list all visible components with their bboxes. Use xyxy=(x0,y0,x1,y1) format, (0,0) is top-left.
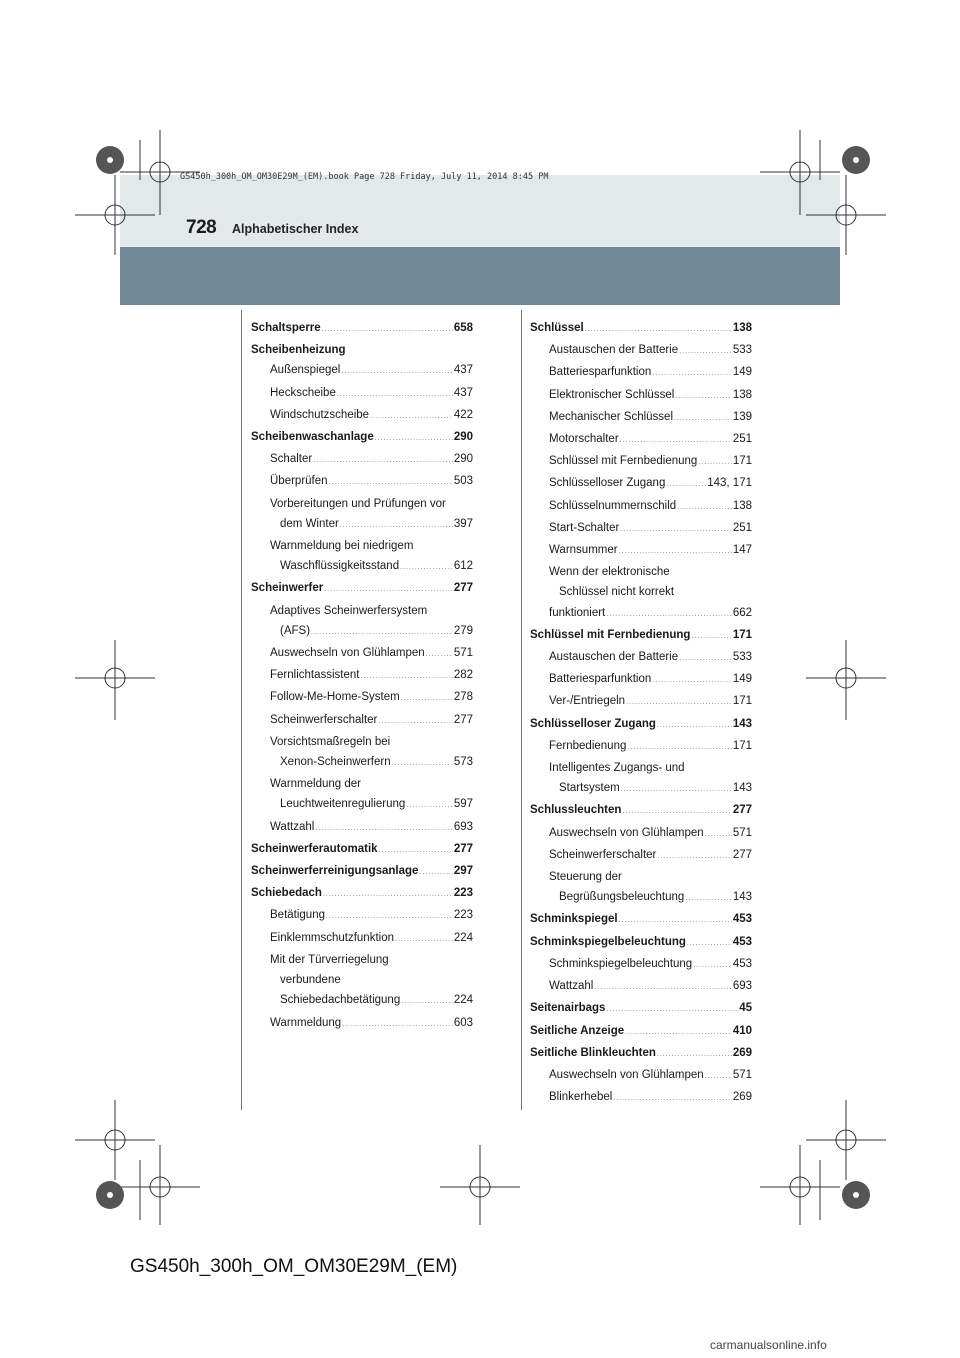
section-title: Alphabetischer Index xyxy=(232,222,359,236)
leader-dots xyxy=(379,841,453,861)
leader-dots xyxy=(698,453,732,473)
index-entry-term: Blinkerhebel xyxy=(549,1091,613,1104)
index-entry-term: Scheibenwaschanlage xyxy=(251,431,374,444)
index-entry-page: 223 xyxy=(453,909,473,922)
index-entry-term: Schiebedachbetätigung xyxy=(280,994,401,1007)
index-entry xyxy=(251,732,473,752)
index-entry-page: 45 xyxy=(739,1002,752,1015)
index-entry-page: 278 xyxy=(453,691,473,704)
index-entry-page: 139 xyxy=(732,410,752,423)
index-entry xyxy=(251,621,473,643)
index-entry-term: Leuchtweitenregulierung xyxy=(280,798,406,811)
index-entry-term: Batteriesparfunktion xyxy=(549,673,652,686)
index-entry-term: Scheinwerferschalter xyxy=(270,713,378,726)
index-entry-page: 571 xyxy=(453,647,473,660)
index-entry-term: Vorbereitungen und Prüfungen vor xyxy=(270,497,446,510)
index-entry-page: 143 xyxy=(732,782,752,795)
index-entry-page: 171 xyxy=(732,455,752,468)
index-entry-page: 612 xyxy=(453,560,473,573)
index-entry-term: Schlüssel mit Fernbedienung xyxy=(530,628,691,641)
index-entry xyxy=(530,887,752,909)
index-entry-page: 571 xyxy=(732,826,752,839)
index-entry-page: 149 xyxy=(732,366,752,379)
index-entry xyxy=(251,471,473,493)
index-entry xyxy=(530,954,752,976)
leader-dots xyxy=(313,451,453,471)
index-entry xyxy=(251,494,473,514)
index-entry-term: Schminkspiegel xyxy=(530,913,618,926)
leader-dots xyxy=(375,429,453,449)
leader-dots xyxy=(622,802,731,822)
index-entry-page: 223 xyxy=(453,887,473,900)
index-entry xyxy=(251,990,473,1012)
leader-dots xyxy=(419,863,452,883)
index-entry-page: 138 xyxy=(732,388,752,401)
index-entry-term: Warnmeldung xyxy=(270,1016,342,1029)
index-entry xyxy=(530,867,752,887)
index-entry-page: 290 xyxy=(453,431,473,444)
index-entry xyxy=(251,427,473,449)
index-entry-page: 297 xyxy=(453,865,473,878)
index-entry xyxy=(530,603,752,625)
index-entry xyxy=(530,429,752,451)
index-entry xyxy=(530,582,752,602)
index-entry-page: 143, 171 xyxy=(707,477,752,490)
leader-dots xyxy=(322,320,453,340)
leader-dots xyxy=(685,889,731,909)
index-entry xyxy=(530,562,752,582)
index-entry-term: Wattzahl xyxy=(270,820,315,833)
index-entry xyxy=(530,691,752,713)
index-entry-page: 453 xyxy=(732,913,752,926)
index-entry-term: Warnmeldung der xyxy=(270,778,361,791)
index-entry xyxy=(251,643,473,665)
index-entry xyxy=(530,909,752,931)
leader-dots xyxy=(652,671,732,691)
index-entry-page: 503 xyxy=(453,475,473,488)
index-entry-term: Scheinwerfer xyxy=(251,582,324,595)
index-entry-page: 533 xyxy=(732,344,752,357)
index-entry-page: 224 xyxy=(453,994,473,1007)
index-entry-term: Begrüßungsbeleuchtung xyxy=(559,891,685,904)
leader-dots xyxy=(360,667,452,687)
index-entry-page: 149 xyxy=(732,673,752,686)
index-entry xyxy=(530,385,752,407)
index-entry xyxy=(530,778,752,800)
leader-dots xyxy=(311,623,453,643)
leader-dots xyxy=(691,627,731,647)
index-entry xyxy=(251,883,473,905)
index-entry-term: Scheinwerferreinigungsanlage xyxy=(251,865,419,878)
index-entry-term: Batteriesparfunktion xyxy=(549,366,652,379)
index-entry-page: 410 xyxy=(732,1024,752,1037)
index-entry-page: 693 xyxy=(732,980,752,993)
index-entry-term: Motorschalter xyxy=(549,433,619,446)
index-entry-term: funktioniert xyxy=(549,606,606,619)
index-entry xyxy=(530,518,752,540)
leader-dots xyxy=(315,819,453,839)
index-entry xyxy=(251,928,473,950)
index-entry-page: 277 xyxy=(453,842,473,855)
leader-dots xyxy=(401,689,453,709)
leader-dots xyxy=(400,558,453,578)
leader-dots xyxy=(674,409,732,429)
index-entry xyxy=(251,905,473,927)
index-entry-page: 171 xyxy=(732,695,752,708)
index-entry-term: (AFS) xyxy=(280,624,311,637)
index-entry-term: Startsystem xyxy=(559,782,620,795)
index-entry-term: Vorsichtsmaßregeln bei xyxy=(270,735,391,748)
index-entry-page: 453 xyxy=(732,935,752,948)
index-entry-term: Seitenairbags xyxy=(530,1002,606,1015)
index-entry xyxy=(530,340,752,362)
index-entry-term: Einklemmschutzfunktion xyxy=(270,931,394,944)
index-entry-page: 277 xyxy=(732,848,752,861)
index-entry xyxy=(251,710,473,732)
index-entry-term: dem Winter xyxy=(280,517,339,530)
document-code: GS450h_300h_OM_OM30E29M_(EM) xyxy=(130,1256,458,1277)
index-entry-term: Schminkspiegelbeleuchtung xyxy=(530,935,686,948)
index-entry-page: 437 xyxy=(453,364,473,377)
index-entry-term: Schlüsselloser Zugang xyxy=(530,717,656,730)
index-entry-term: Schlüsselloser Zugang xyxy=(549,477,666,490)
index-entry-term: Betätigung xyxy=(270,909,325,922)
index-entry-term: Heckscheibe xyxy=(270,386,336,399)
index-entry-page: 277 xyxy=(453,582,473,595)
index-entry-page: 573 xyxy=(453,756,473,769)
index-entry xyxy=(530,932,752,954)
leader-dots xyxy=(675,387,732,407)
index-entry-page: 269 xyxy=(732,1091,752,1104)
index-entry xyxy=(251,861,473,883)
index-entry-term: Mit der Türverriegelung xyxy=(270,953,389,966)
leader-dots xyxy=(329,473,453,493)
index-entry-term: Schlüsselnummernschild xyxy=(549,499,677,512)
index-entry xyxy=(251,449,473,471)
index-entry-page: 662 xyxy=(732,606,752,619)
index-entry xyxy=(251,950,473,970)
index-entry-page: 290 xyxy=(453,453,473,466)
index-entry xyxy=(251,774,473,794)
index-entry-term: Waschflüssigkeitsstand xyxy=(280,560,400,573)
index-entry xyxy=(251,556,473,578)
index-entry-page: 282 xyxy=(453,669,473,682)
index-entry-term: Schlussleuchten xyxy=(530,804,622,817)
leader-dots xyxy=(657,1045,732,1065)
leader-dots xyxy=(705,1067,732,1087)
index-entry-page: 597 xyxy=(453,798,473,811)
index-entry xyxy=(251,817,473,839)
index-entry xyxy=(530,1065,752,1087)
index-entry-term: Schlüssel xyxy=(530,322,584,334)
index-entry-term: Elektronischer Schlüssel xyxy=(549,388,675,401)
index-entry xyxy=(530,1087,752,1109)
leader-dots xyxy=(621,780,732,800)
index-entry-term: Seitliche Anzeige xyxy=(530,1024,625,1037)
leader-dots xyxy=(657,716,732,736)
index-entry-page: 251 xyxy=(732,433,752,446)
leader-dots xyxy=(395,930,453,950)
index-entry xyxy=(530,736,752,758)
leader-dots xyxy=(627,738,731,758)
index-entry xyxy=(530,1021,752,1043)
index-entry-term: Auswechseln von Glühlampen xyxy=(549,826,704,839)
leader-dots xyxy=(341,362,452,382)
index-entry xyxy=(251,514,473,536)
index-entry xyxy=(530,714,752,736)
index-entry-term: Scheinwerferschalter xyxy=(549,848,657,861)
index-entry xyxy=(530,647,752,669)
index-entry xyxy=(251,383,473,405)
index-entry-term: Follow-Me-Home-System xyxy=(270,691,400,704)
index-entry xyxy=(530,758,752,778)
index-entry-term: Adaptives Scheinwerfersystem xyxy=(270,604,428,617)
index-entry-term: Außenspiegel xyxy=(270,364,341,377)
index-entry-page: 571 xyxy=(732,1068,752,1081)
index-entry xyxy=(251,687,473,709)
index-entry-term: Steuerung der xyxy=(549,871,622,884)
index-entry xyxy=(530,998,752,1020)
index-entry xyxy=(530,976,752,998)
index-entry-page: 658 xyxy=(453,322,473,334)
index-entry-term: Mechanischer Schlüssel xyxy=(549,410,674,423)
leader-dots xyxy=(426,645,453,665)
index-entry-page: 437 xyxy=(453,386,473,399)
page-number: 728 xyxy=(186,217,217,238)
index-entry-page: 533 xyxy=(732,651,752,664)
index-entry-term: Intelligentes Zugangs- und xyxy=(549,762,685,775)
index-entry-page: 138 xyxy=(732,499,752,512)
leader-dots xyxy=(326,907,453,927)
leader-dots xyxy=(401,992,453,1012)
leader-dots xyxy=(585,320,732,340)
index-entry-term: Windschutzscheibe xyxy=(270,408,370,421)
index-entry-term: Scheinwerferautomatik xyxy=(251,842,378,855)
leader-dots xyxy=(666,475,706,495)
index-column-left xyxy=(251,318,473,1035)
index-entry xyxy=(530,1043,752,1065)
index-entry-term: Austauschen der Batterie xyxy=(549,344,679,357)
leader-dots xyxy=(657,847,731,867)
index-entry-page: 138 xyxy=(732,322,752,334)
index-entry-page: 251 xyxy=(732,521,752,534)
index-column-right xyxy=(530,318,752,1109)
index-entry xyxy=(530,451,752,473)
leader-dots xyxy=(626,693,732,713)
index-entry-term: Schlüssel mit Fernbedienung xyxy=(549,455,698,468)
index-entry-page: 171 xyxy=(732,739,752,752)
index-entry xyxy=(530,845,752,867)
index-entry xyxy=(530,669,752,691)
index-entry-term: Schminkspiegelbeleuchtung xyxy=(549,957,693,970)
index-entry-term: Fernlichtassistent xyxy=(270,669,360,682)
index-entry-page: 279 xyxy=(453,624,473,637)
leader-dots xyxy=(342,1015,453,1035)
leader-dots xyxy=(705,825,732,845)
index-entry-page: 147 xyxy=(732,544,752,557)
index-entry-page: 603 xyxy=(453,1016,473,1029)
leader-dots xyxy=(619,542,732,562)
index-entry-term: Wattzahl xyxy=(549,980,594,993)
leader-dots xyxy=(679,342,732,362)
index-entry-term: Scheibenheizung xyxy=(251,344,346,357)
index-entry-page: 171 xyxy=(732,628,752,641)
leader-dots xyxy=(606,605,732,625)
index-entry xyxy=(530,473,752,495)
index-entry-term: Austauschen der Batterie xyxy=(549,651,679,664)
index-entry-term: Warnmeldung bei niedrigem xyxy=(270,540,414,553)
index-entry-page: 693 xyxy=(453,820,473,833)
index-entry xyxy=(251,1013,473,1035)
index-entry xyxy=(530,540,752,562)
index-entry xyxy=(251,601,473,621)
index-entry xyxy=(251,578,473,600)
index-entry-term: Seitliche Blinkleuchten xyxy=(530,1046,656,1059)
index-entry-page: 277 xyxy=(732,804,752,817)
index-entry-page: 143 xyxy=(732,717,752,730)
index-entry-term: Auswechseln von Glühlampen xyxy=(549,1068,704,1081)
index-entry xyxy=(251,536,473,556)
leader-dots xyxy=(620,431,732,451)
index-entry xyxy=(530,800,752,822)
leader-dots xyxy=(323,885,453,905)
index-entry xyxy=(251,794,473,816)
leader-dots xyxy=(625,1023,732,1043)
index-entry xyxy=(530,362,752,384)
index-entry-term: Xenon-Scheinwerfern xyxy=(280,756,391,769)
index-entry-term: Fernbedienung xyxy=(549,739,627,752)
leader-dots xyxy=(594,978,732,998)
index-entry-page: 224 xyxy=(453,931,473,944)
index-entry xyxy=(530,823,752,845)
left-column-rule xyxy=(241,310,242,1110)
watermark: carmanualsonline.info xyxy=(710,1338,827,1352)
leader-dots xyxy=(693,956,732,976)
leader-dots xyxy=(613,1089,732,1109)
index-entry xyxy=(251,360,473,382)
right-column-rule xyxy=(521,310,522,1110)
index-entry-term: verbundene xyxy=(280,974,341,987)
index-entry-page: 269 xyxy=(732,1046,752,1059)
index-entry-term: Schlüssel nicht korrekt xyxy=(559,586,675,599)
index-entry xyxy=(251,405,473,427)
leader-dots xyxy=(370,407,453,427)
leader-dots xyxy=(606,1000,738,1020)
index-entry xyxy=(251,340,473,360)
index-entry-term: Auswechseln von Glühlampen xyxy=(270,647,425,660)
index-entry xyxy=(530,407,752,429)
index-entry-page: 422 xyxy=(453,408,473,421)
leader-dots xyxy=(406,796,453,816)
leader-dots xyxy=(620,520,732,540)
book-info-line: GS450h_300h_OM_OM30E29M_(EM).book Page 728 Friday, July 11, 2014 8:45 PM xyxy=(180,172,549,182)
leader-dots xyxy=(378,712,452,732)
index-entry-term: Schalter xyxy=(270,453,313,466)
leader-dots xyxy=(324,580,453,600)
leader-dots xyxy=(687,934,732,954)
leader-dots xyxy=(337,385,453,405)
leader-dots xyxy=(652,364,732,384)
index-entry xyxy=(251,839,473,861)
index-entry xyxy=(251,318,473,340)
index-entry-page: 277 xyxy=(453,713,473,726)
index-entry xyxy=(530,318,752,340)
index-entry-page: 397 xyxy=(453,517,473,530)
index-entry xyxy=(530,496,752,518)
index-entry-term: Überprüfen xyxy=(270,475,328,488)
index-entry-term: Start-Schalter xyxy=(549,521,620,534)
index-entry-term: Schaltsperre xyxy=(251,322,321,334)
leader-dots xyxy=(677,498,732,518)
index-entry xyxy=(251,665,473,687)
leader-dots xyxy=(392,754,453,774)
index-entry xyxy=(530,625,752,647)
index-entry xyxy=(251,970,473,990)
index-entry-term: Wenn der elektronische xyxy=(549,566,670,579)
index-entry-term: Warnsummer xyxy=(549,544,618,557)
leader-dots xyxy=(340,516,453,536)
index-entry xyxy=(251,752,473,774)
index-entry-term: Schiebedach xyxy=(251,887,322,900)
leader-dots xyxy=(679,649,732,669)
index-entry-term: Ver-/Entriegeln xyxy=(549,695,626,708)
index-entry-page: 143 xyxy=(732,891,752,904)
index-entry-page: 453 xyxy=(732,957,752,970)
leader-dots xyxy=(619,911,732,931)
